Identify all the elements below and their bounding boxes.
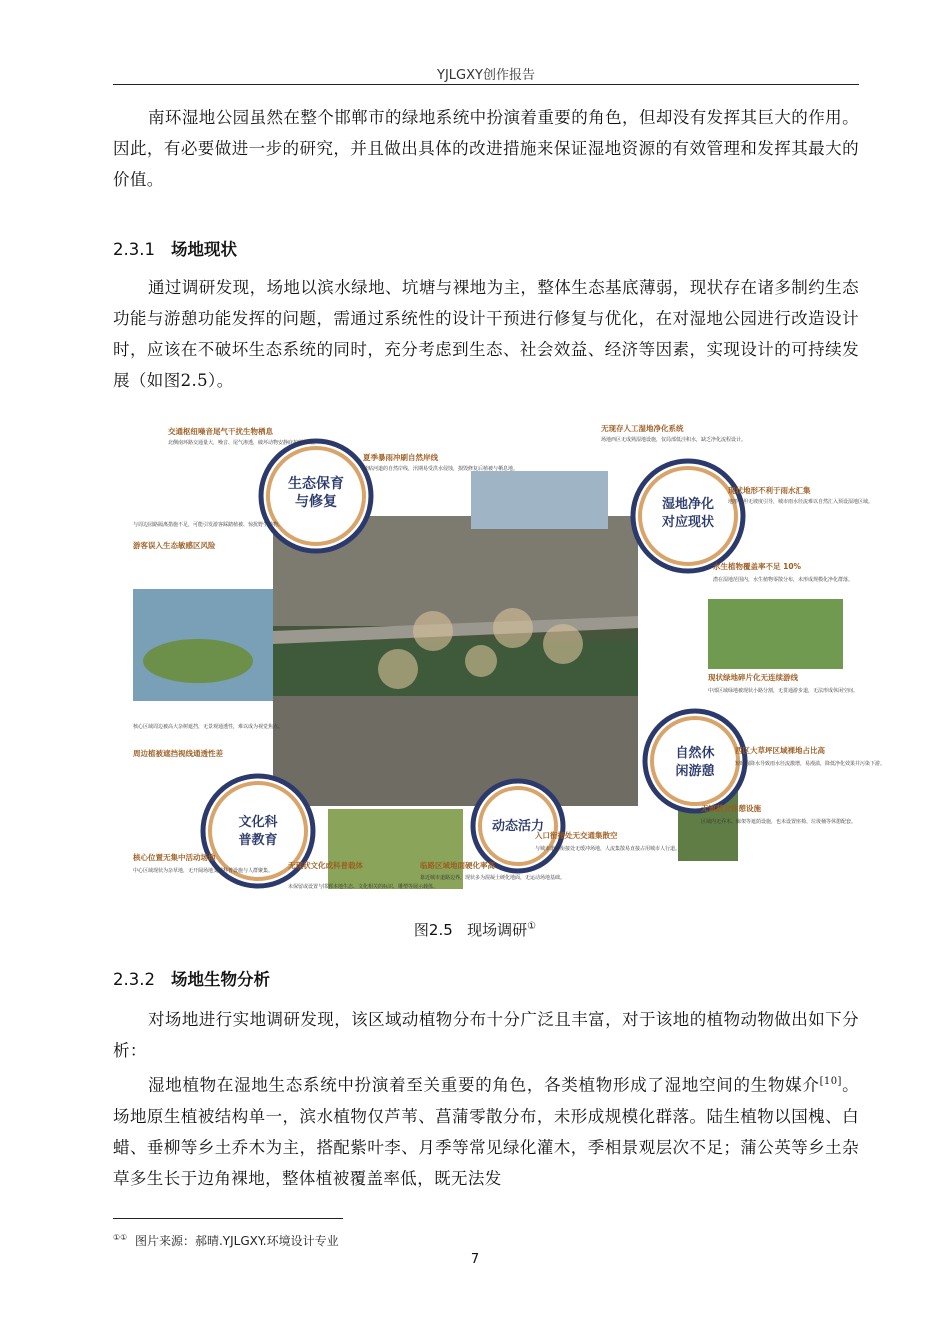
callout-title-8: 周边植被遮挡视线通透性差 [133, 749, 223, 758]
footnote-text: 图片来源：郝晴.YJLGXY.环境设计专业 [134, 1234, 339, 1248]
section-heading-2-3-2 [113, 966, 270, 990]
callout-body-3: 场地西区无成熟湿地设施，仅局部低洼积水，缺乏净化流程设计。 [601, 437, 747, 443]
photo-river [471, 471, 608, 529]
photo-interchange-green [143, 639, 253, 683]
callout-body-2: 紧贴河道的自然岸线，汛期易受洪水侵蚀，损毁修复后植被与栖息地。 [363, 466, 519, 472]
callout-body-12: 靠近城市道路边界，现状多为混凝土硬化地面，无运动场地基础。 [420, 875, 566, 881]
callout-body-10: 区域内无乔木、廊架等遮荫设施，也未设置座椅、垃圾桶等休憩配套。 [701, 819, 857, 825]
intro-paragraph: 南环湿地公园虽然在整个邯郸市的绿地系统中扮演着重要的角色，但却没有发挥其巨大的作用。因此，有必要做进一步的研究，并且做出具体的改进措施来保证湿地资源的有效管理和发挥其最大的价值。 [113, 108, 859, 189]
section-number: 2.3.1 [113, 240, 155, 259]
callout-title-11: 入口衔接处无交通集散空 [535, 831, 618, 840]
caption-label: 图2.5 [413, 921, 453, 939]
theme-label-wetland: 湿地净化对应现状 [661, 497, 715, 530]
section2-text-a: 湿地植物在湿地生态系统中扮演着至关重要的角色，各类植物形成了湿地空间的生物媒介 [148, 1075, 820, 1095]
caption-text: 现场调研 [467, 921, 528, 939]
page-header: YJLGXY创作报告 [437, 68, 535, 83]
theme-label-vitality: 动态活力 [491, 819, 545, 834]
footnote [113, 1232, 339, 1249]
callout-title-7: 现状绿地碎片化无连续游线 [708, 673, 798, 682]
focus-marker-2 [493, 608, 533, 648]
focus-marker-5 [543, 624, 583, 664]
photo-wetland [708, 599, 843, 669]
callout-body-6: 潜在湿地范围内，水生植物零散分布，未形成规模化净化群落。 [713, 577, 854, 583]
section1-paragraph: 通过调研发现，场地以滨水绿地、坑塘与裸地为主，整体生态基底薄弱，现状存在诸多制约生态功能与游憩功能发挥的问题，需通过系统性的设计干预进行修复与优化，在对湿地公园进行改造设计时，应该在不破坏生态系统的同时，充分考虑到生态、社会效益、经济等因素，实现设计的可持续发展（如图2.5）。 [113, 278, 859, 390]
callout-body-9: 短时强降水导致雨水径流激增，易漫溢，降低净化效果并污染下游。 [735, 761, 886, 767]
callout-title-12: 临路区域地面硬化率高 [420, 861, 495, 870]
footnote-rule [113, 1218, 343, 1219]
callout-title-13: 核心位置无集中活动场地 [133, 853, 216, 862]
callout-title-10: 无遮荫及休憩设施 [701, 804, 761, 813]
callout-body-1: 北侧南环路交通量大，噪音、尾气渗透，破坏动物安静庇护所环境。 [168, 440, 319, 446]
site-survey-figure [133, 416, 886, 904]
aerial-wetland-band [273, 641, 638, 696]
callout-title-3: 无现存人工湿地净化系统 [601, 424, 684, 433]
callout-title-9: 西区大草坪区域裸地占比高 [735, 746, 825, 755]
theme-circle-vitality [473, 781, 563, 871]
section-number: 2.3.2 [113, 970, 155, 989]
theme-circle-leisure [645, 711, 745, 811]
header-rule [113, 84, 859, 85]
page-number: 7 [470, 1252, 480, 1267]
callout-body-8: 核心区域周边被高大杂树遮挡，无景观通透性，难以成为视觉焦点。 [133, 724, 284, 730]
theme-label-ecology: 生态保育与修复 [288, 476, 344, 510]
callout-title-1: 交通枢纽噪音尾气干扰生物栖息 [168, 427, 273, 436]
callout-body-4: 地形平坦无坡度引导，城市雨水径流难以自然汇入预设湿地区域。 [728, 499, 874, 505]
callout-title-2: 夏季暴雨冲刷自然岸线 [363, 453, 438, 462]
section2-paragraph-2 [113, 1066, 859, 1194]
section2-text-b: 。场地原生植被结构单一，滨水植物仅芦苇、菖蒲零散分布，未形成规模化群落。陆生植物以国槐、白蜡、垂柳等乡土乔木为主，搭配紫叶李、月季等常见绿化灌木，季相景观层次不足；蒲公英等乡土杂草多生长于边角裸地，整体植被覆盖率低，既无法发 [113, 1075, 859, 1188]
callout-title-6: 水生植物覆盖率不足 10% [713, 562, 802, 571]
theme-label-culture: 文化科普教育 [238, 815, 278, 848]
callout-body-11: 与城市道路衔接处无缓冲场地，人流集散易直接占用城市人行道。 [535, 846, 681, 852]
focus-marker-4 [465, 645, 497, 677]
aerial-urban-south [273, 696, 638, 806]
callout-title-14: 无现状文化或科普载体 [288, 861, 363, 870]
section-title: 场地生物分析 [171, 970, 270, 989]
figure-caption [0, 919, 950, 940]
footnote-mark: ①① [113, 1233, 128, 1242]
theme-label-leisure: 自然休闲游憩 [675, 746, 715, 779]
section-heading-2-3-1 [113, 236, 237, 260]
section-title: 场地现状 [171, 240, 237, 259]
callout-body-5: 与周边园路隔离措施不足，可能引发游客踩踏植被、惊扰野生动物。 [133, 522, 284, 528]
callout-title-4: 现状地形不利于雨水汇集 [728, 486, 811, 495]
focus-marker-3 [378, 649, 418, 689]
callout-body-7: 中部区域绿地被现状小路分割，无贯通游步道，无法形成休闲空间。 [708, 688, 859, 694]
theme-circle-wetland [633, 461, 743, 571]
caption-footnote-mark: ① [527, 921, 537, 932]
focus-marker-1 [413, 611, 453, 651]
callout-body-14: 未保留或设置与邯郸本地生态、文化相关的标识、雕塑等展示载体。 [288, 884, 439, 890]
callout-title-5: 游客误入生态敏感区风险 [133, 541, 216, 550]
citation-mark: [10] [819, 1076, 842, 1087]
callout-body-13: 中心区域现状为杂草地，无开阔场地支撑科普设施与人群聚集。 [133, 868, 274, 874]
theme-circle-ecology [261, 441, 371, 551]
section2-paragraph-1: 对场地进行实地调研发现，该区域动植物分布十分广泛且丰富，对于该地的植物动物做出如下分析： [113, 1010, 859, 1060]
